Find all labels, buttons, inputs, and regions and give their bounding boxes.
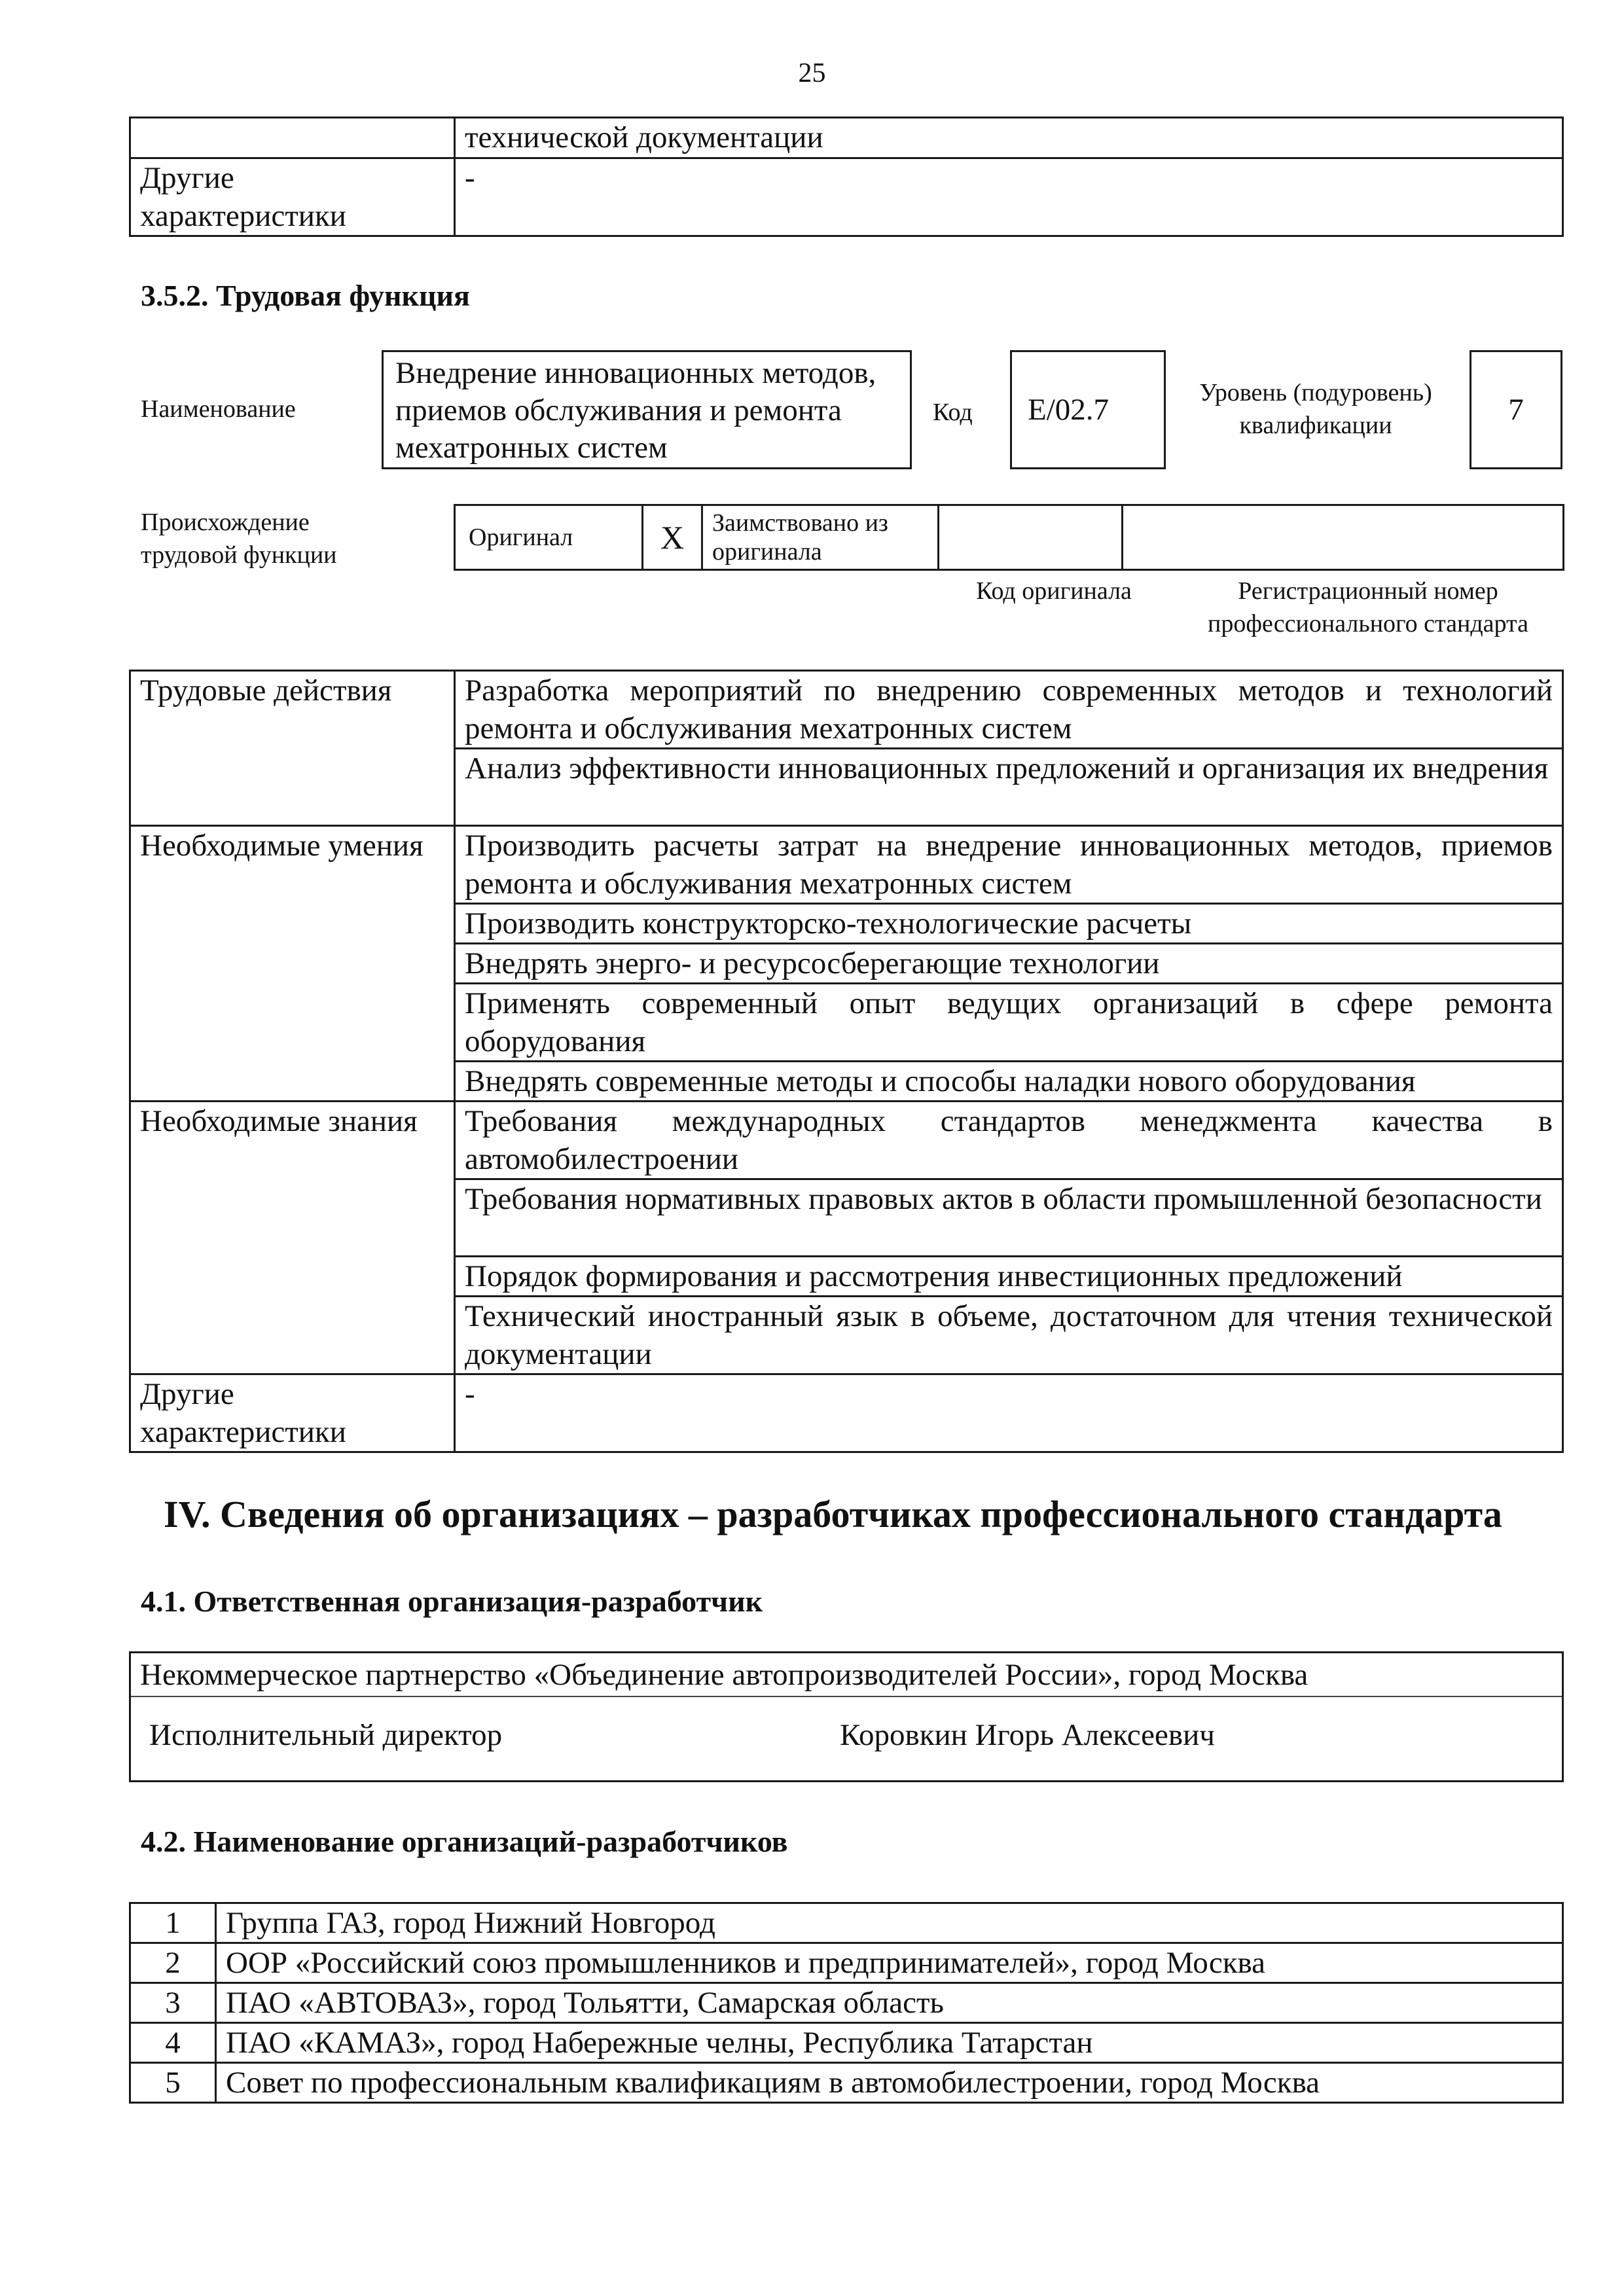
origin-table [454, 504, 1564, 571]
org-name: Некоммерческое партнерство «Объединение автопроизводителей России», город Москва [140, 1658, 1308, 1692]
function-name-box [382, 350, 912, 469]
list-item: Внедрять современные методы и способы наладки нового оборудования [455, 1062, 1563, 1102]
table-row [130, 158, 1563, 236]
director-position: Исполнительный директор [149, 1718, 503, 1752]
level-label: Уровень (подуровень) квалификации [1199, 379, 1432, 439]
section-title-iv: IV. Сведения об организациях – разработчиках профессионального стандарта [164, 1493, 1502, 1535]
developers-table [129, 1902, 1564, 2104]
developer-number: 5 [130, 2063, 216, 2103]
developer-name: ПАО «КАМАЗ», город Набережные челны, Республика Татарстан [216, 2023, 1563, 2063]
responsible-org-box [129, 1651, 1564, 1782]
developer-name: Совет по профессиональным квалификациям в автомобилестроении, город Москва [216, 2063, 1563, 2103]
orig-code-caption: Код оригинала [976, 577, 1132, 605]
table-row [130, 2023, 1563, 2063]
subsection-title-41: 4.1. Ответственная организация-разработчик [141, 1585, 763, 1618]
table-row [130, 1983, 1563, 2023]
developer-number: 3 [130, 1983, 216, 2023]
function-table [129, 670, 1564, 1453]
developer-name: ПАО «АВТОВАЗ», город Тольятти, Самарская область [216, 1983, 1563, 2023]
top-row-label: Другие характеристики [130, 158, 455, 236]
top-table [129, 117, 1564, 237]
list-item: Анализ эффективности инновационных предложений и организация их внедрения [455, 749, 1563, 826]
top-row-value: технической документации [455, 118, 1563, 158]
group-label-knowledge: Необходимые знания [130, 1102, 455, 1374]
level-value: 7 [1508, 393, 1524, 427]
table-row [130, 118, 1563, 158]
group-label-other: Другие характеристики [130, 1374, 455, 1452]
original-mark: X [643, 505, 702, 570]
list-item: Производить расчеты затрат на внедрение инновационных методов, приемов ремонта и обслуживания мехатронных систем [455, 826, 1563, 904]
table-row [130, 1374, 1563, 1452]
table-row [130, 1943, 1563, 1983]
original-code-cell [939, 505, 1123, 570]
borrowed-label: Заимствовано из оригинала [702, 505, 939, 570]
list-item: Внедрять энерго- и ресурсосберегающие технологии [455, 944, 1563, 984]
code-value-box [1010, 350, 1166, 469]
section-title-352: 3.5.2. Трудовая функция [141, 279, 470, 312]
developer-number: 1 [130, 1903, 216, 1943]
list-item: Требования нормативных правовых актов в области промышленной безопасности [455, 1179, 1563, 1257]
table-row [130, 671, 1563, 749]
top-row-label [130, 118, 455, 158]
subsection-title-42: 4.2. Наименование организаций-разработчиков [141, 1825, 788, 1858]
developer-number: 2 [130, 1943, 216, 1983]
code-value: E/02.7 [1028, 393, 1110, 427]
table-row [130, 1102, 1563, 1179]
director-name: Коровкин Игорь Алексеевич [840, 1718, 1215, 1752]
group-label-actions: Трудовые действия [130, 671, 455, 826]
origin-label: Происхождение трудовой функции [141, 509, 337, 569]
list-item: Применять современный опыт ведущих организаций в сфере ремонта оборудования [455, 984, 1563, 1062]
reg-number-caption: Регистрационный номер профессионального стандарта [1208, 577, 1528, 637]
top-row-value: - [455, 158, 1563, 236]
function-name-value: Внедрение инновационных методов, приемов обслуживания и ремонта мехатронных систем [395, 356, 876, 465]
registration-number-cell [1123, 505, 1564, 570]
table-row [130, 826, 1563, 904]
code-label: Код [933, 399, 973, 426]
developer-number: 4 [130, 2023, 216, 2063]
table-row [130, 2063, 1563, 2103]
list-item: Порядок формирования и рассмотрения инвестиционных предложений [455, 1257, 1563, 1297]
list-item: - [455, 1374, 1563, 1452]
list-item: Требования международных стандартов менеджмента качества в автомобилестроении [455, 1102, 1563, 1179]
group-label-skills: Необходимые умения [130, 826, 455, 1102]
developer-name: ООР «Российский союз промышленников и предпринимателей», город Москва [216, 1943, 1563, 1983]
org-divider [131, 1696, 1562, 1697]
original-label: Оригинал [455, 505, 643, 570]
list-item: Разработка мероприятий по внедрению современных методов и технологий ремонта и обслуживания мехатронных систем [455, 671, 1563, 749]
list-item: Производить конструкторско-технологические расчеты [455, 904, 1563, 944]
page-number: 25 [798, 58, 826, 88]
name-label: Наименование [141, 395, 296, 423]
level-value-box [1470, 350, 1562, 469]
developer-name: Группа ГАЗ, город Нижний Новгород [216, 1903, 1563, 1943]
table-row [130, 1903, 1563, 1943]
list-item: Технический иностранный язык в объеме, достаточном для чтения технической документации [455, 1297, 1563, 1374]
